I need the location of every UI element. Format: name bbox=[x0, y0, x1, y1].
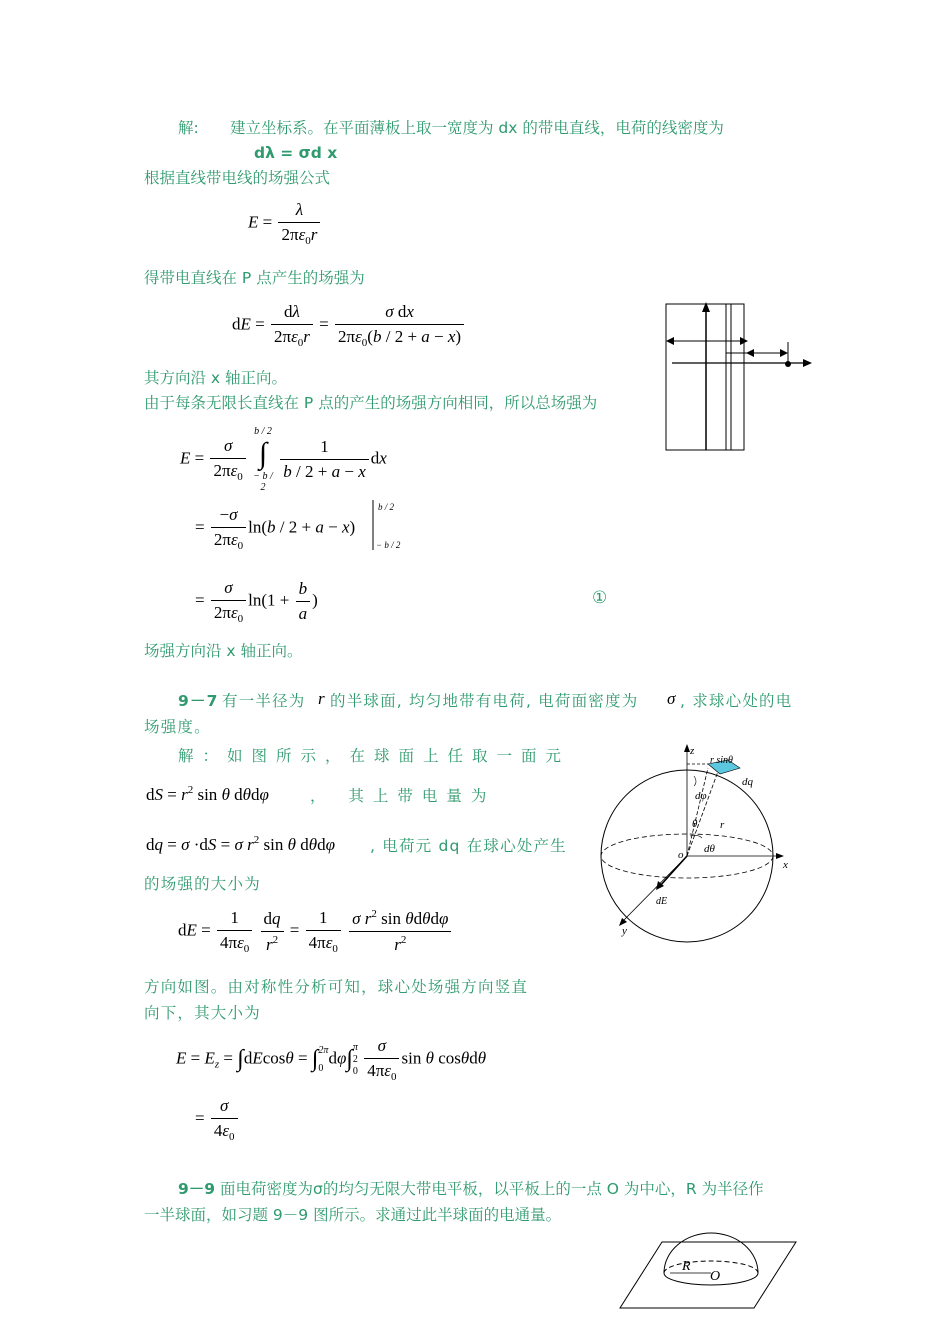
dtheta-label: dθ bbox=[704, 843, 715, 855]
formula-line-charge-field: E = $\frac{\lambda}{2\pi\varepsilon_0r}$ bbox=[248, 200, 322, 247]
theta-label: θ bbox=[692, 818, 698, 830]
problem-9-7-number: 9－7 bbox=[178, 692, 219, 710]
solution-line-7: 场强方向沿 x 轴正向。 bbox=[144, 642, 303, 660]
problem-9-7-statement-c: , 求球心处的电 bbox=[680, 692, 793, 710]
r-sin-theta-label: r sinθ bbox=[710, 755, 733, 766]
problem-9-9-line-1 bbox=[178, 1178, 764, 1200]
z-axis-label: z bbox=[690, 745, 695, 757]
solution-9-7-d: 的场强的大小为 bbox=[144, 875, 261, 893]
equation-number: ① bbox=[592, 588, 608, 608]
r-label: r bbox=[720, 819, 725, 831]
solution-line-5: 其方向沿 x 轴正向。 bbox=[144, 369, 288, 387]
y-axis-label: y bbox=[622, 925, 627, 937]
formula-log-step: = $\frac{-\sigma}{2\pi\varepsilon_0}$ ln(b / 2 + a − x) bbox=[195, 505, 356, 552]
plate-diagram bbox=[660, 298, 820, 458]
svg-text:b / 2: b / 2 bbox=[378, 502, 395, 512]
formula-result-E: = $\frac{\sigma}{2\pi\varepsilon_0}$ ln(1 + $\frac{b}{a}$ ) bbox=[195, 578, 318, 625]
problem-9-9-statement-b: 一半球面，如习题 9－9 图所示。求通过此半球面的电通量。 bbox=[144, 1206, 562, 1224]
solution-line-4: 得带电直线在 P 点产生的场强为 bbox=[144, 269, 365, 287]
solution-9-7-c: , 电荷元 dq 在球心处产生 bbox=[370, 837, 567, 855]
problem-9-7-statement-d: 场强度。 bbox=[144, 718, 211, 736]
svg-text:− b / 2: − b / 2 bbox=[376, 540, 401, 550]
line-density-expression: dλ = σd x bbox=[254, 144, 338, 162]
evaluation-bar bbox=[370, 498, 410, 558]
dq-label: dq bbox=[742, 776, 753, 788]
problem-9-9-number: 9－9 bbox=[178, 1180, 216, 1198]
plate-hemisphere-diagram bbox=[618, 1228, 808, 1318]
symbol-sigma: σ bbox=[667, 689, 676, 708]
formula-E-z-integral: $E = E_z = \int dEcos\theta = \int 2\pi$ 0dφ∫π 2 0 $\frac{\sigma}{4\pi\varepsilon_0}$ sin θ cosθdθ bbox=[176, 1036, 487, 1083]
x-axis-label: x bbox=[783, 859, 788, 871]
solution-9-7-b: ， 其上带电量为 bbox=[310, 787, 496, 805]
formula-dq: dq = σ ·dS = σ $r^2$ sin θ dθdφ bbox=[146, 834, 335, 854]
hemisphere-diagram bbox=[590, 738, 800, 948]
center-label: O bbox=[710, 1269, 721, 1284]
solution-line-3: 根据直线带电线的场强公式 bbox=[144, 169, 331, 187]
formula-dE: dE = $\frac{d\lambda}{2\pi\varepsilon_0r}$ = $\frac{\text{σ dx}}{2\pi\varepsilon_0(b / 2 + a - x)}$ bbox=[232, 302, 466, 349]
solution-9-7-e: 方向如图。由对称性分析可知，球心处场强方向竖直 bbox=[144, 978, 529, 996]
formula-integral-E: E = $\frac{\sigma}{2\pi\varepsilon_0}$ b / 2 ∫ − b / 2 $\frac{1}{b / 2 + a - x}$ dx bbox=[180, 426, 387, 493]
problem-9-7-statement-b: 的半球面, 均匀地带有电荷, 电荷面密度为 bbox=[330, 692, 639, 710]
symbol-r: r bbox=[318, 689, 325, 708]
formula-dS: dS = $r^2$ sin θ dθdφ bbox=[146, 784, 269, 804]
solution-label: 解: bbox=[178, 119, 199, 137]
problem-9-7-statement-a: 有一半径为 bbox=[222, 692, 306, 710]
solution-line-6: 由于每条无限长直线在 P 点的产生的场强方向相同，所以总场强为 bbox=[144, 394, 598, 412]
solution-9-7-a: 解：如图所示，在球面上任取一面元 bbox=[178, 747, 571, 765]
problem-9-9-statement-a: 面电荷密度为σ的均匀无限大带电平板，以平板上的一点 O 为中心，R 为半径作 bbox=[220, 1180, 764, 1198]
dphi-label: dφ bbox=[695, 790, 707, 802]
solution-line-1: 建立坐标系。在平面薄板上取一宽度为 dx 的带电直线，电荷的线密度为 bbox=[230, 119, 724, 137]
radius-label: R bbox=[682, 1259, 691, 1274]
formula-dE-sphere: dE = $\frac{1}{4\pi\varepsilon_0}$ $\frac{dq}{r^2}$ = $\frac{1}{4\pi\varepsilon_0}$ $\frac{\sigma r^2 \sin \theta d\theta d\varphi}{r^2}$ bbox=[178, 908, 453, 955]
origin-label: o bbox=[678, 849, 684, 861]
formula-E-result: = $\frac{\sigma}{4\varepsilon_0}$ bbox=[195, 1096, 240, 1143]
dE-label: dE bbox=[656, 896, 668, 907]
solution-9-7-f: 向下，其大小为 bbox=[144, 1004, 261, 1022]
